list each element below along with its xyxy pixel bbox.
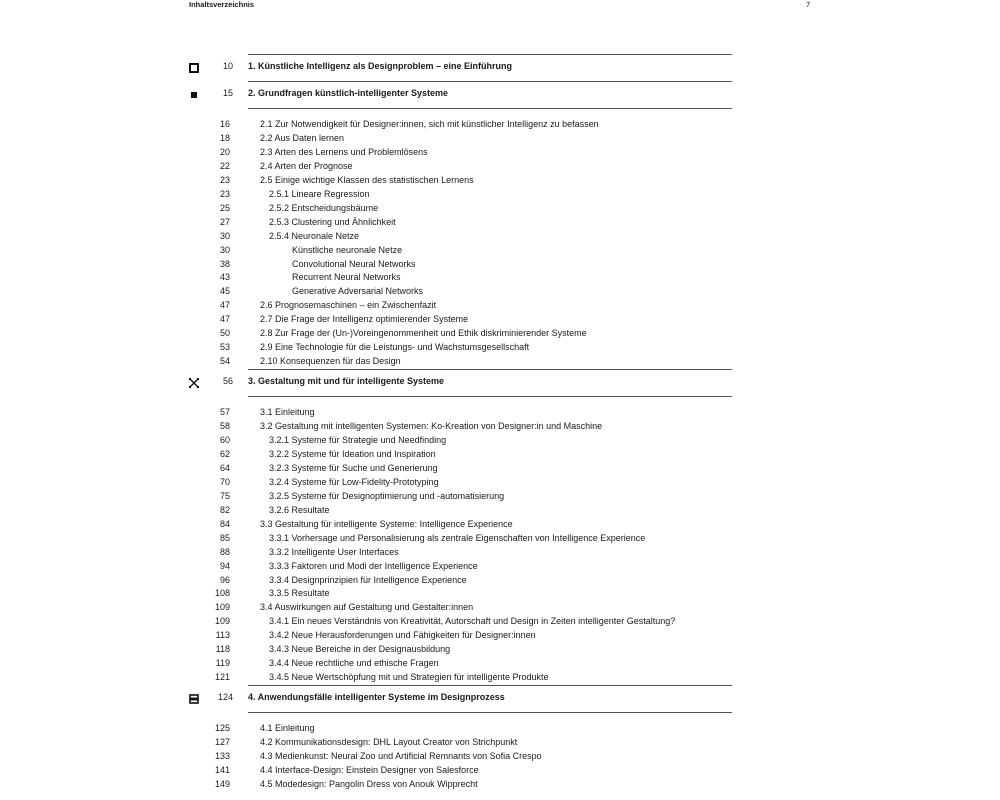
entry-title: 2.4 Arten der Prognose xyxy=(260,160,353,171)
entry-title: 2.2 Aus Daten lernen xyxy=(260,132,345,143)
entry-title: 4.1 Einleitung xyxy=(260,723,315,734)
entry-title: 3.4 Auswirkungen auf Gestaltung und Gestalter:innen xyxy=(260,602,474,613)
entry-page-number: 149 xyxy=(214,778,230,789)
divider-rule xyxy=(248,108,732,109)
toc-entry[interactable] xyxy=(0,159,1000,173)
entry-title: 3.4.5 Neue Wertschöpfung mit und Strategien für intelligente Produkte xyxy=(269,672,549,683)
chapter-heading[interactable] xyxy=(0,88,1000,102)
entry-title: 3.4.2 Neue Herausforderungen und Fähigkeiten für Designer:innen xyxy=(269,630,536,641)
entry-page-number: 109 xyxy=(214,602,230,613)
entry-page-number: 127 xyxy=(214,737,230,748)
toc-entry[interactable] xyxy=(0,215,1000,229)
entry-page-number: 45 xyxy=(219,286,230,297)
toc-entry[interactable] xyxy=(0,670,1000,684)
entry-page-number: 141 xyxy=(214,764,230,775)
entry-title: 4.4 Interface-Design: Einstein Designer von Salesforce xyxy=(260,764,479,775)
toc-entry[interactable] xyxy=(0,173,1000,187)
entry-page-number: 88 xyxy=(219,546,230,557)
entry-title: 2.8 Zur Frage der (Un-)Voreingenommenheit und Ethik diskriminierender Systeme xyxy=(260,328,587,339)
chapter-title: 2. Grundfragen künstlich-intelligenter Systeme xyxy=(248,88,449,98)
toc-entry[interactable] xyxy=(0,545,1000,559)
entry-title: 3.3.1 Vorhersage und Personalisierung als zentrale Eigenschaften von Intelligence Experience xyxy=(269,532,646,543)
entry-title: 3.4.3 Neue Bereiche in der Designausbildung xyxy=(269,644,451,655)
entry-title: 3.2.2 Systeme für Ideation und Inspiration xyxy=(269,448,436,459)
entry-title: 2.5.3 Clustering und Ähnlichkeit xyxy=(269,216,396,227)
entry-page-number: 27 xyxy=(219,216,230,227)
entry-page-number: 54 xyxy=(219,356,230,367)
running-head: Inhaltsverzeichnis xyxy=(189,0,255,9)
toc-entry[interactable] xyxy=(0,600,1000,614)
entry-page-number: 125 xyxy=(214,723,230,734)
toc-entry[interactable] xyxy=(0,243,1000,257)
toc-entry[interactable] xyxy=(0,284,1000,298)
chapter-title: 1. Künstliche Intelligenz als Designproblem – eine Einführung xyxy=(248,61,513,71)
entry-title: 3.4.4 Neue rechtliche und ethische Fragen xyxy=(269,658,439,669)
toc-entry[interactable] xyxy=(0,489,1000,503)
toc-entry[interactable] xyxy=(0,614,1000,628)
toc-entry[interactable] xyxy=(0,257,1000,271)
toc-entry[interactable] xyxy=(0,298,1000,312)
chapter-title: 3. Gestaltung mit und für intelligente Systeme xyxy=(248,376,445,387)
entry-page-number: 23 xyxy=(219,188,230,199)
entry-title: 2.1 Zur Notwendigkeit für Designer:innen, sich mit künstlicher Intelligenz zu befassen xyxy=(260,119,599,129)
divider-rule xyxy=(248,369,732,370)
entry-page-number: 25 xyxy=(219,202,230,213)
chapter-page-number: 10 xyxy=(222,61,233,71)
entry-page-number: 108 xyxy=(214,588,230,599)
entry-page-number: 85 xyxy=(219,532,230,543)
chapter-page-number: 56 xyxy=(222,376,233,387)
entry-title: 3.2.3 Systeme für Suche und Generierung xyxy=(269,462,438,473)
entry-page-number: 47 xyxy=(219,300,230,311)
entry-title: 2.6 Prognosemaschinen – ein Zwischenfazit xyxy=(260,300,437,311)
divider-rule xyxy=(248,396,732,397)
toc-entry[interactable] xyxy=(0,229,1000,243)
toc-entry[interactable] xyxy=(0,721,1000,735)
entry-title: 2.5.1 Lineare Regression xyxy=(269,188,370,199)
entry-title: 3.3.5 Resultate xyxy=(269,588,330,599)
entry-title: 2.5.4 Neuronale Netze xyxy=(269,230,360,241)
entry-page-number: 53 xyxy=(219,342,230,353)
toc-entry[interactable] xyxy=(0,735,1000,749)
toc-entry[interactable] xyxy=(0,326,1000,340)
entry-page-number: 30 xyxy=(219,230,230,241)
divider-rule xyxy=(248,712,732,713)
toc-entry[interactable] xyxy=(0,586,1000,600)
entry-title: 3.2.5 Systeme für Designoptimierung und -automatisierung xyxy=(269,490,505,501)
entry-title: 3.3.2 Intelligente User Interfaces xyxy=(269,546,399,557)
entry-title: Generative Adversarial Networks xyxy=(292,286,424,297)
entry-page-number: 58 xyxy=(219,421,230,432)
hollow-square-icon xyxy=(189,63,199,73)
chapter-title: 4. Anwendungsfälle intelligenter Systeme im Designprozess xyxy=(248,692,505,703)
toc-entry[interactable] xyxy=(0,340,1000,354)
entry-page-number: 113 xyxy=(215,630,230,641)
toc-entry[interactable] xyxy=(0,187,1000,201)
entry-page-number: 22 xyxy=(219,160,230,171)
toc-entry[interactable] xyxy=(0,354,1000,368)
entry-title: 3.1 Einleitung xyxy=(260,407,315,418)
entry-page-number: 60 xyxy=(219,435,230,445)
entry-title: 2.5.2 Entscheidungsbäume xyxy=(269,202,379,213)
chapter-heading[interactable] xyxy=(0,692,1000,706)
toc-entry[interactable] xyxy=(0,531,1000,545)
toc-entry[interactable] xyxy=(0,131,1000,145)
entry-page-number: 96 xyxy=(219,574,230,585)
chapter-heading[interactable] xyxy=(0,61,1000,75)
entry-page-number: 84 xyxy=(219,518,230,529)
toc-entry[interactable] xyxy=(0,559,1000,573)
entry-page-number: 47 xyxy=(219,314,230,325)
entry-page-number: 57 xyxy=(219,407,230,418)
toc-entry[interactable] xyxy=(0,642,1000,656)
double-bar-icon xyxy=(189,694,199,704)
entry-page-number: 43 xyxy=(219,272,230,283)
toc-entry[interactable] xyxy=(0,749,1000,763)
entry-title: 2.3 Arten des Lernens und Problemlösens xyxy=(260,146,428,157)
toc-entry[interactable] xyxy=(0,405,1000,419)
entry-page-number: 75 xyxy=(219,490,230,501)
entry-title: 3.3.4 Designprinzipien für Intelligence Experience xyxy=(269,574,467,585)
toc-entry[interactable] xyxy=(0,312,1000,326)
toc-entry[interactable] xyxy=(0,517,1000,531)
toc-entry[interactable] xyxy=(0,573,1000,587)
entry-title: Convolutional Neural Networks xyxy=(292,258,416,269)
toc-entry[interactable] xyxy=(0,763,1000,777)
entry-title: 3.4.1 Ein neues Verständnis von Kreativität, Autorschaft und Design in Zeiten intelligenter Gestaltung? xyxy=(269,616,676,627)
toc-entry[interactable] xyxy=(0,628,1000,642)
toc-entry[interactable] xyxy=(0,475,1000,489)
entry-page-number: 94 xyxy=(219,560,230,571)
entry-page-number: 64 xyxy=(219,462,230,473)
entry-title: 3.2.1 Systeme für Strategie und Needfinding xyxy=(269,435,447,445)
entry-title: 2.10 Konsequenzen für das Design xyxy=(260,356,401,367)
entry-page-number: 23 xyxy=(219,174,230,185)
entry-page-number: 70 xyxy=(219,476,230,487)
entry-title: 4.3 Medienkunst: Neural Zoo und Artificial Remnants von Sofia Crespo xyxy=(260,751,542,761)
toc-entry[interactable] xyxy=(0,270,1000,284)
entry-title: 2.9 Eine Technologie für die Leistungs- und Wachstumsgesellschaft xyxy=(260,342,530,353)
toc-entry[interactable] xyxy=(0,503,1000,517)
entry-page-number: 118 xyxy=(215,644,230,655)
entry-title: 4.5 Modedesign: Pangolin Dress von Anouk Wipprecht xyxy=(260,778,478,789)
entry-title: 3.2.4 Systeme für Low-Fidelity-Prototyping xyxy=(269,476,439,487)
entry-page-number: 82 xyxy=(219,504,230,515)
chapter-page-number: 15 xyxy=(222,88,233,98)
entry-title: Recurrent Neural Networks xyxy=(292,272,401,283)
entry-title: 3.3.3 Faktoren und Modi der Intelligence Experience xyxy=(269,560,478,571)
toc-entry[interactable] xyxy=(0,447,1000,461)
entry-page-number: 18 xyxy=(219,132,230,143)
divider-rule xyxy=(248,81,732,82)
entry-page-number: 16 xyxy=(219,119,230,129)
entry-page-number: 20 xyxy=(219,146,230,157)
toc-entry[interactable] xyxy=(0,777,1000,791)
entry-title: 3.2.6 Resultate xyxy=(269,504,330,515)
toc-entry[interactable] xyxy=(0,461,1000,475)
entry-page-number: 119 xyxy=(215,658,230,669)
toc-entry[interactable] xyxy=(0,419,1000,433)
toc-entry[interactable] xyxy=(0,433,1000,447)
chapter-page-number: 124 xyxy=(217,692,233,703)
filled-square-icon xyxy=(189,90,199,100)
toc-entry[interactable] xyxy=(0,201,1000,215)
entry-page-number: 121 xyxy=(214,672,230,683)
divider-rule xyxy=(248,685,732,686)
entry-page-number: 109 xyxy=(214,616,230,627)
entry-title: 3.2 Gestaltung mit intelligenten Systemen: Ko-Kreation von Designer:in und Maschine xyxy=(260,421,603,432)
entry-title: 3.3 Gestaltung für intelligente Systeme: Intelligence Experience xyxy=(260,518,513,529)
entry-page-number: 38 xyxy=(219,258,230,269)
divider-rule xyxy=(248,54,732,55)
entry-title: Künstliche neuronale Netze xyxy=(292,244,403,255)
entry-page-number: 30 xyxy=(219,244,230,255)
chapter-heading[interactable] xyxy=(0,376,1000,390)
entry-page-number: 62 xyxy=(219,448,230,459)
entry-page-number: 133 xyxy=(214,751,230,761)
entry-title: 2.7 Die Frage der Intelligenz optimierender Systeme xyxy=(260,314,469,325)
entry-page-number: 50 xyxy=(219,328,230,339)
entry-title: 4.2 Kommunikationsdesign: DHL Layout Creator von Strichpunkt xyxy=(260,737,518,748)
toc-entry[interactable] xyxy=(0,656,1000,670)
toc-entry[interactable] xyxy=(0,117,1000,131)
toc-entry[interactable] xyxy=(0,145,1000,159)
cross-icon xyxy=(189,378,199,388)
entry-title: 2.5 Einige wichtige Klassen des statistischen Lernens xyxy=(260,174,474,185)
page-number: 7 xyxy=(806,0,811,9)
